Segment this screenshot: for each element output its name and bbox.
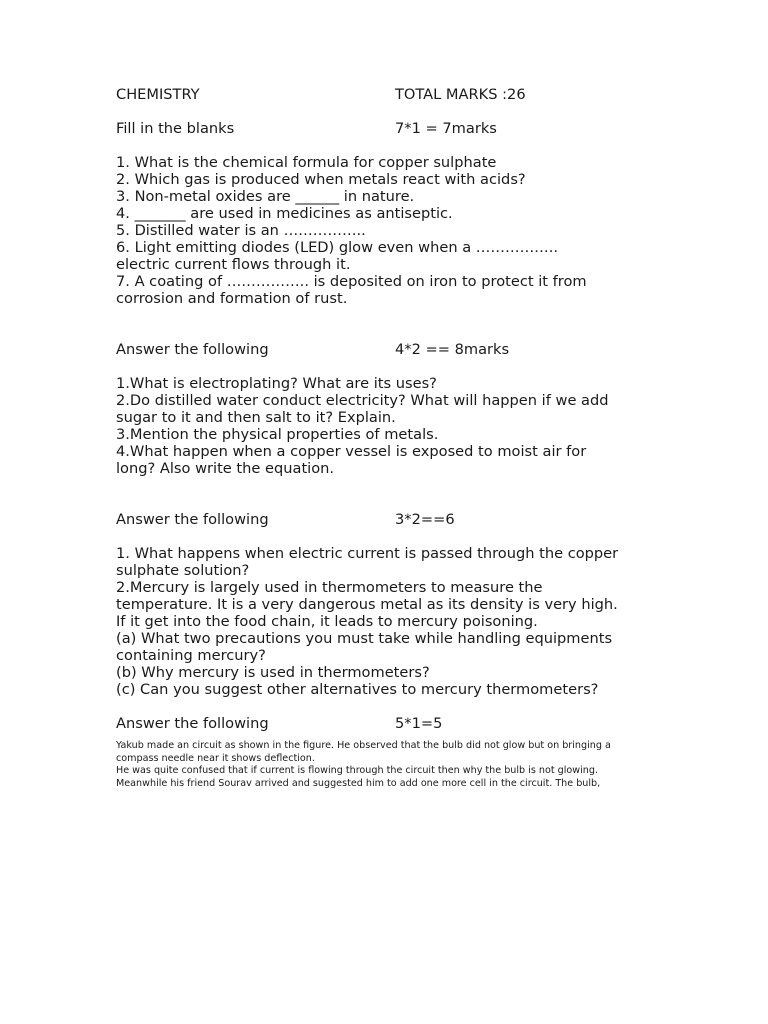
question-line: If it get into the food chain, it leads to mercury poisoning. bbox=[116, 613, 538, 630]
paragraph-line: He was quite confused that if current is flowing through the circuit then why the bulb is not glowing. bbox=[116, 765, 599, 776]
question-line: sulphate solution? bbox=[116, 562, 250, 579]
section-title: Answer the following bbox=[116, 511, 269, 528]
section-title: Fill in the blanks bbox=[116, 120, 235, 137]
section-heading bbox=[116, 715, 656, 732]
section-questions bbox=[116, 375, 656, 477]
question-line: temperature. It is a very dangerous metal as its density is very high. bbox=[116, 596, 618, 613]
section-heading bbox=[116, 341, 656, 358]
question-line: 7. A coating of …………….. is deposited on iron to protect it from bbox=[116, 273, 587, 290]
question-line: 1.What is electroplating? What are its uses? bbox=[116, 375, 437, 392]
section-title: Answer the following bbox=[116, 715, 269, 732]
question-line: 2. Which gas is produced when metals react with acids? bbox=[116, 171, 526, 188]
question-line: 2.Mercury is largely used in thermometers to measure the bbox=[116, 579, 543, 596]
question-line: 3. Non-metal oxides are ______ in nature. bbox=[116, 188, 415, 205]
section-marks: 5*1=5 bbox=[395, 715, 443, 732]
question-line: corrosion and formation of rust. bbox=[116, 290, 348, 307]
question-line: 2.Do distilled water conduct electricity? What will happen if we add bbox=[116, 392, 609, 409]
total-marks: TOTAL MARKS :26 bbox=[395, 86, 526, 103]
case-study-text bbox=[116, 740, 656, 790]
question-line: 3.Mention the physical properties of metals. bbox=[116, 426, 439, 443]
paper-header bbox=[116, 86, 656, 103]
section-heading bbox=[116, 120, 656, 137]
question-line: electric current flows through it. bbox=[116, 256, 351, 273]
section-title: Answer the following bbox=[116, 341, 269, 358]
question-line: 4.What happen when a copper vessel is exposed to moist air for bbox=[116, 443, 587, 460]
question-paper bbox=[116, 86, 656, 790]
section-heading bbox=[116, 511, 656, 528]
question-line: 5. Distilled water is an …………….. bbox=[116, 222, 366, 239]
question-line: sugar to it and then salt to it? Explain. bbox=[116, 409, 396, 426]
question-line: (b) Why mercury is used in thermometers? bbox=[116, 664, 430, 681]
question-line: (a) What two precautions you must take while handling equipments bbox=[116, 630, 613, 647]
section-questions bbox=[116, 154, 656, 307]
question-line: 4. _______ are used in medicines as antiseptic. bbox=[116, 205, 453, 222]
section-marks: 7*1 = 7marks bbox=[395, 120, 497, 137]
question-line: containing mercury? bbox=[116, 647, 266, 664]
question-line: 1. What happens when electric current is passed through the copper bbox=[116, 545, 619, 562]
section-marks: 3*2==6 bbox=[395, 511, 455, 528]
subject-title: CHEMISTRY bbox=[116, 86, 200, 103]
paragraph-line: compass needle near it shows deflection. bbox=[116, 752, 315, 764]
question-line: 1. What is the chemical formula for copper sulphate bbox=[116, 154, 497, 171]
question-line: 6. Light emitting diodes (LED) glow even when a …………….. bbox=[116, 239, 559, 256]
question-line: (c) Can you suggest other alternatives to mercury thermometers? bbox=[116, 681, 599, 698]
paragraph-line: Yakub made an circuit as shown in the figure. He observed that the bulb did not glow but on bringing a bbox=[116, 740, 611, 751]
question-line: long? Also write the equation. bbox=[116, 460, 335, 477]
section-marks: 4*2 == 8marks bbox=[395, 341, 510, 358]
paragraph-line: Meanwhile his friend Sourav arrived and suggested him to add one more cell in the circuit. The bulb, bbox=[116, 777, 601, 789]
section-questions bbox=[116, 545, 656, 698]
